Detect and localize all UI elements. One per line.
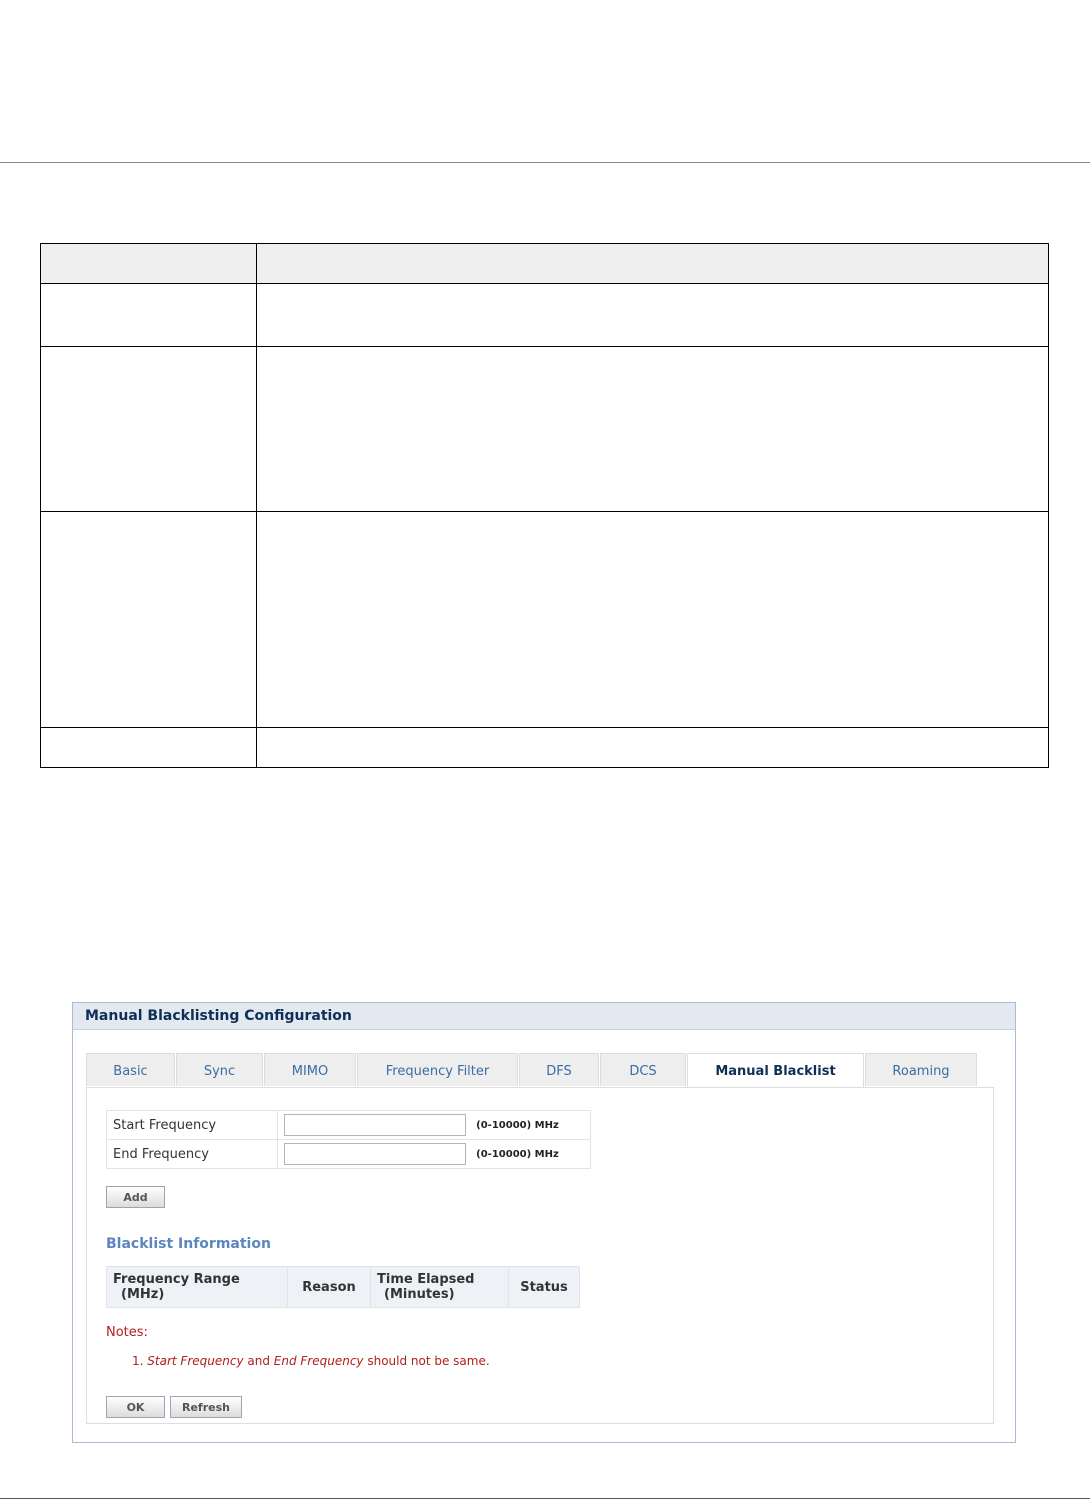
document-table-header-cell <box>41 244 257 284</box>
blacklist-table <box>106 1266 580 1308</box>
tab-dfs[interactable]: DFS <box>519 1053 599 1086</box>
tab-content <box>86 1087 994 1424</box>
blacklist-table-header-row <box>107 1267 580 1308</box>
tab-roaming[interactable]: Roaming <box>865 1053 977 1086</box>
page-footer-rule <box>0 1498 1090 1499</box>
document-table-cell <box>257 347 1049 512</box>
tab-bar <box>86 1053 978 1087</box>
notes-label: Notes: <box>106 1325 148 1340</box>
document-table-header-cell <box>257 244 1049 284</box>
document-table <box>40 243 1049 768</box>
note-start-frequency: Start Frequency <box>147 1354 244 1368</box>
document-table-cell <box>257 512 1049 728</box>
column-frequency-range-line1: Frequency Range <box>113 1272 240 1287</box>
document-table-cell <box>257 728 1049 768</box>
ok-button[interactable]: OK <box>106 1396 165 1418</box>
manual-blacklisting-panel <box>72 1002 1016 1443</box>
column-time-elapsed <box>371 1267 509 1308</box>
tab-mimo[interactable]: MIMO <box>264 1053 356 1086</box>
document-table-header-row <box>41 244 1049 284</box>
note-suffix: should not be same. <box>363 1354 490 1368</box>
document-table-row <box>41 284 1049 347</box>
note-item <box>132 1354 490 1368</box>
start-frequency-row <box>107 1111 591 1140</box>
start-frequency-cell <box>278 1111 591 1140</box>
refresh-button[interactable]: Refresh <box>170 1396 242 1418</box>
document-table-row <box>41 347 1049 512</box>
document-table-cell <box>257 284 1049 347</box>
document-table-cell <box>41 347 257 512</box>
column-frequency-range-line2: (MHz) <box>121 1287 165 1302</box>
page-header-rule <box>0 162 1090 163</box>
column-reason: Reason <box>288 1267 371 1308</box>
column-time-elapsed-line2: (Minutes) <box>384 1287 455 1302</box>
column-time-elapsed-line1: Time Elapsed <box>377 1272 475 1287</box>
tab-sync[interactable]: Sync <box>176 1053 263 1086</box>
start-frequency-input[interactable] <box>284 1114 466 1136</box>
note-end-frequency: End Frequency <box>273 1354 364 1368</box>
document-table-cell <box>41 512 257 728</box>
note-number: 1. <box>132 1354 144 1368</box>
frequency-form <box>106 1110 591 1169</box>
document-table-row <box>41 512 1049 728</box>
end-frequency-unit: (0-10000) MHz <box>476 1148 559 1160</box>
start-frequency-label: Start Frequency <box>107 1111 278 1140</box>
blacklist-information-title: Blacklist Information <box>106 1236 271 1252</box>
document-table-cell <box>41 284 257 347</box>
tab-dcs[interactable]: DCS <box>600 1053 686 1086</box>
add-button[interactable]: Add <box>106 1186 165 1208</box>
start-frequency-unit: (0-10000) MHz <box>476 1119 559 1131</box>
column-status: Status <box>509 1267 580 1308</box>
end-frequency-input[interactable] <box>284 1143 466 1165</box>
tab-basic[interactable]: Basic <box>86 1053 175 1086</box>
note-connector: and <box>243 1354 274 1368</box>
tab-manual-blacklist[interactable]: Manual Blacklist <box>687 1053 864 1087</box>
document-table-cell <box>41 728 257 768</box>
tab-frequency-filter[interactable]: Frequency Filter <box>357 1053 518 1086</box>
end-frequency-row <box>107 1140 591 1169</box>
end-frequency-label: End Frequency <box>107 1140 278 1169</box>
end-frequency-cell <box>278 1140 591 1169</box>
column-frequency-range <box>107 1267 288 1308</box>
panel-title: Manual Blacklisting Configuration <box>73 1003 1015 1030</box>
document-table-row <box>41 728 1049 768</box>
